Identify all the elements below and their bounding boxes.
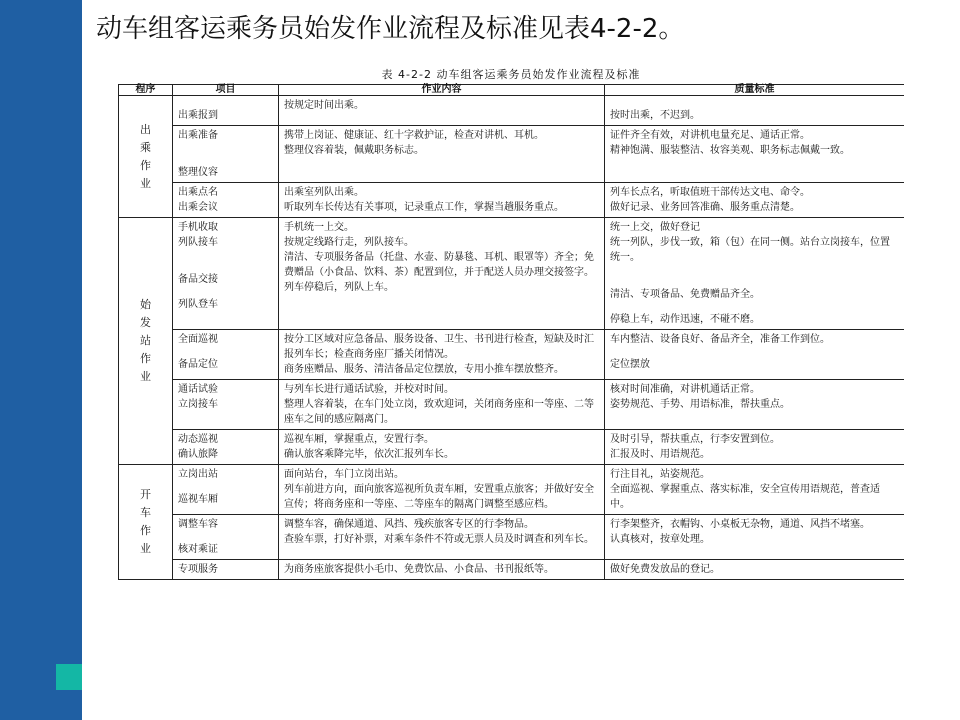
content-cell: 手机统一上交。 按规定线路行走，列队接车。 清洁、专项服务备品（托盘、水壶、防暴毯、耳机、眼罩等）齐全；免费赠品（小食品、饮料、茶）配置到位，并于配送人员办理交接签字。 列车停稳后，列队上车。 bbox=[279, 218, 605, 330]
slide-sidebar bbox=[0, 0, 82, 720]
sidebar-accent-block bbox=[56, 664, 82, 690]
table-row bbox=[119, 380, 905, 430]
item-cell: 专项服务 bbox=[173, 560, 279, 580]
standard-cell: 核对时间准确，对讲机通话正常。 姿势规范、手势、用语标准，帮扶重点。 bbox=[605, 380, 905, 430]
table-row bbox=[119, 126, 905, 183]
item-cell: 通话试验 立岗接车 bbox=[173, 380, 279, 430]
item-cell: 出乘点名 出乘会议 bbox=[173, 183, 279, 218]
standard-cell: 车内整洁、设备良好、备品齐全，准备工作到位。 定位摆放 bbox=[605, 330, 905, 380]
stage-cell bbox=[119, 218, 173, 465]
table-row bbox=[119, 430, 905, 465]
item-cell: 手机收取 列队接车 备品交接 列队登车 bbox=[173, 218, 279, 330]
content-cell: 按规定时间出乘。 bbox=[279, 96, 605, 126]
content-cell: 携带上岗证、健康证、红十字救护证，检查对讲机、耳机。 整理仪容着装，佩戴职务标志。 bbox=[279, 126, 605, 183]
standard-cell: 列车长点名，听取值班干部传达文电、命令。 做好记录、业务回答准确、服务重点清楚。 bbox=[605, 183, 905, 218]
content-cell: 出乘室列队出乘。 听取列车长传达有关事项，记录重点工作，掌握当趟服务重点。 bbox=[279, 183, 605, 218]
table-row bbox=[119, 96, 905, 126]
stage-cell bbox=[119, 465, 173, 580]
header-cell: 项目 bbox=[173, 85, 279, 96]
procedure-table bbox=[118, 84, 904, 580]
stage-label: 始发站作业 bbox=[140, 298, 151, 383]
standard-cell: 行注目礼，站姿规范。 全面巡视、掌握重点、落实标准，安全宣传用语规范，普查适中。 bbox=[605, 465, 905, 515]
slide-title: 动车组客运乘务员始发作业流程及标准见表4-2-2。 bbox=[96, 14, 685, 44]
standard-cell: 行李架整齐，衣帽钩、小桌板无杂物，通道、风挡不堵塞。 认真核对，按章处理。 bbox=[605, 515, 905, 560]
standard-cell: 做好免费发放品的登记。 bbox=[605, 560, 905, 580]
content-cell: 面向站台，车门立岗出站。 列车前进方向，面向旅客巡视所负责车厢，安置重点旅客；并做好安全宣传；将商务座和一等座、二等座车的隔离门调整至感应档。 bbox=[279, 465, 605, 515]
stage-label: 开车作业 bbox=[140, 488, 151, 555]
table-header-row bbox=[119, 85, 905, 96]
stage-label: 出乘作业 bbox=[140, 122, 151, 190]
table-caption: 表 4-2-2 动车组客运乘务员始发作业流程及标准 bbox=[381, 68, 641, 81]
content-cell: 为商务座旅客提供小毛巾、免费饮品、小食品、书刊报纸等。 bbox=[279, 560, 605, 580]
content-cell: 与列车长进行通话试验，并校对时间。 整理人容着装，在车门处立岗，致欢迎词，关闭商务座和一等座、二等座车之间的感应隔离门。 bbox=[279, 380, 605, 430]
content-cell: 巡视车厢，掌握重点，安置行李。 确认旅客乘降完毕，依次汇报列车长。 bbox=[279, 430, 605, 465]
table-row bbox=[119, 218, 905, 330]
item-cell: 调整车容 核对乘证 bbox=[173, 515, 279, 560]
standard-cell: 按时出乘，不迟到。 bbox=[605, 96, 905, 126]
stage-cell bbox=[119, 96, 173, 218]
table-row bbox=[119, 465, 905, 515]
content-cell: 按分工区域对应急备品、服务设备、卫生、书刊进行检查，短缺及时汇报列车长；检查商务座厂播关闭情况。 商务座赠品、服务、清洁备品定位摆放，专用小推车摆放整齐。 bbox=[279, 330, 605, 380]
content-cell: 调整车容，确保通道、风挡、残疾旅客专区的行李物品。 查验车票，打好补票，对乘车条件不符或无票人员及时调查和列车长。 bbox=[279, 515, 605, 560]
table-row bbox=[119, 183, 905, 218]
item-cell: 全面巡视 备品定位 bbox=[173, 330, 279, 380]
table-row bbox=[119, 330, 905, 380]
table-row bbox=[119, 560, 905, 580]
header-cell: 质量标准 bbox=[605, 85, 905, 96]
header-cell: 程序 bbox=[119, 85, 173, 96]
item-cell: 动态巡视 确认旅降 bbox=[173, 430, 279, 465]
table-row bbox=[119, 515, 905, 560]
item-cell: 立岗出站 巡视车厢 bbox=[173, 465, 279, 515]
standard-cell: 及时引导，帮扶重点，行李安置到位。 汇报及时、用语规范。 bbox=[605, 430, 905, 465]
standard-cell: 证件齐全有效，对讲机电量充足、通话正常。 精神饱满、服装整洁、妆容美观、职务标志佩戴一致。 bbox=[605, 126, 905, 183]
item-cell: 出乘报到 bbox=[173, 96, 279, 126]
standard-cell: 统一上交，做好登记 统一列队，步伐一致，箱（包）在同一侧。站台立岗接车，位置统一。 清洁、专项备品、免费赠品齐全。 停稳上车，动作迅速，不碰不磨。 bbox=[605, 218, 905, 330]
item-cell: 出乘准备 整理仪容 bbox=[173, 126, 279, 183]
scanned-document bbox=[118, 66, 904, 680]
header-cell: 作业内容 bbox=[279, 85, 605, 96]
